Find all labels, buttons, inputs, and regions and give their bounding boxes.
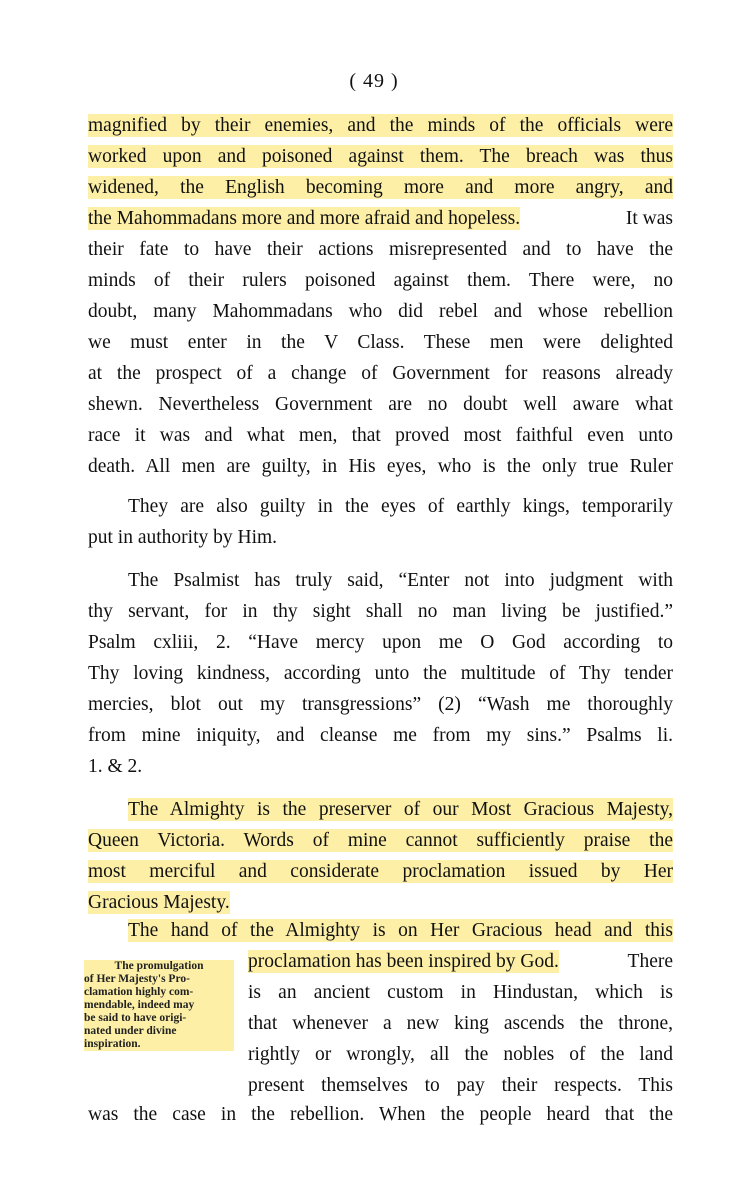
text-line: race it was and what men, that proved most faithful even unto — [88, 425, 673, 446]
margin-note-line: of Her Majesty's Pro- — [84, 973, 190, 985]
margin-note-line: be said to have origi- — [84, 1012, 187, 1024]
text-line: rightly or wrongly, all the nobles of the land — [248, 1044, 673, 1065]
text-line: that whenever a new king ascends the throne, — [248, 1013, 673, 1034]
margin-note-line: clamation highly com- — [84, 986, 194, 998]
text-line: magnified by their enemies, and the minds of the officials were — [88, 115, 673, 136]
text-line: from mine iniquity, and cleanse me from my sins.” Psalms li. — [88, 725, 673, 746]
text-line: shewn. Nevertheless Government are no doubt well aware what — [88, 394, 673, 415]
text-line: worked upon and poisoned against them. The breach was thus — [88, 146, 673, 167]
text-line: present themselves to pay their respects. This — [248, 1075, 673, 1096]
text-line: The Almighty is the preserver of our Most Gracious Majesty, — [128, 799, 673, 820]
page-number: ( 49 ) — [349, 70, 399, 92]
text-line: mercies, blot out my transgressions” (2) “Wash me thoroughly — [88, 694, 673, 715]
text-line: at the prospect of a change of Government for reasons already — [88, 363, 673, 384]
text-line: Queen Victoria. Words of mine cannot sufficiently praise the — [88, 830, 673, 851]
text-line: death. All men are guilty, in His eyes, who is the only true Ruler — [88, 456, 673, 477]
text-line: we must enter in the V Class. These men were delighted — [88, 332, 673, 353]
text-line: minds of their rulers poisoned against them. There were, no — [88, 270, 673, 291]
text-line: proclamation has been inspired by God. There — [248, 951, 673, 972]
text-line: Gracious Majesty. — [88, 892, 230, 913]
text-line: The hand of the Almighty is on Her Gracious head and this — [128, 920, 673, 941]
text-line: the Mahommadans more and more afraid and hopeless. It was — [88, 208, 673, 229]
text-line: was the case in the rebellion. When the people heard that the — [88, 1104, 673, 1125]
margin-note — [84, 960, 234, 1051]
text-line: is an ancient custom in Hindustan, which is — [248, 982, 673, 1003]
text-line: They are also guilty in the eyes of earthly kings, temporarily — [128, 496, 673, 517]
text-line: thy servant, for in thy sight shall no man living be justified.” — [88, 601, 673, 622]
text-line: their fate to have their actions misrepresented and to have the — [88, 239, 673, 260]
text-line: Thy loving kindness, according unto the multitude of Thy tender — [88, 663, 673, 684]
text-line: Psalm cxliii, 2. “Have mercy upon me O God according to — [88, 632, 673, 653]
text-line: put in authority by Him. — [88, 527, 278, 548]
text-line: doubt, many Mahommadans who did rebel and whose rebellion — [88, 301, 673, 322]
margin-note-line: mendable, indeed may — [84, 999, 195, 1011]
margin-note-line: inspiration. — [84, 1038, 141, 1050]
text-line: The Psalmist has truly said, “Enter not into judgment with — [128, 570, 673, 591]
margin-note-line: The promulgation — [114, 960, 204, 972]
text-line: 1. & 2. — [88, 756, 143, 777]
text-line: widened, the English becoming more and more angry, and — [88, 177, 673, 198]
margin-note-line: nated under divine — [84, 1025, 177, 1037]
text-line: most merciful and considerate proclamation issued by Her — [88, 861, 673, 882]
